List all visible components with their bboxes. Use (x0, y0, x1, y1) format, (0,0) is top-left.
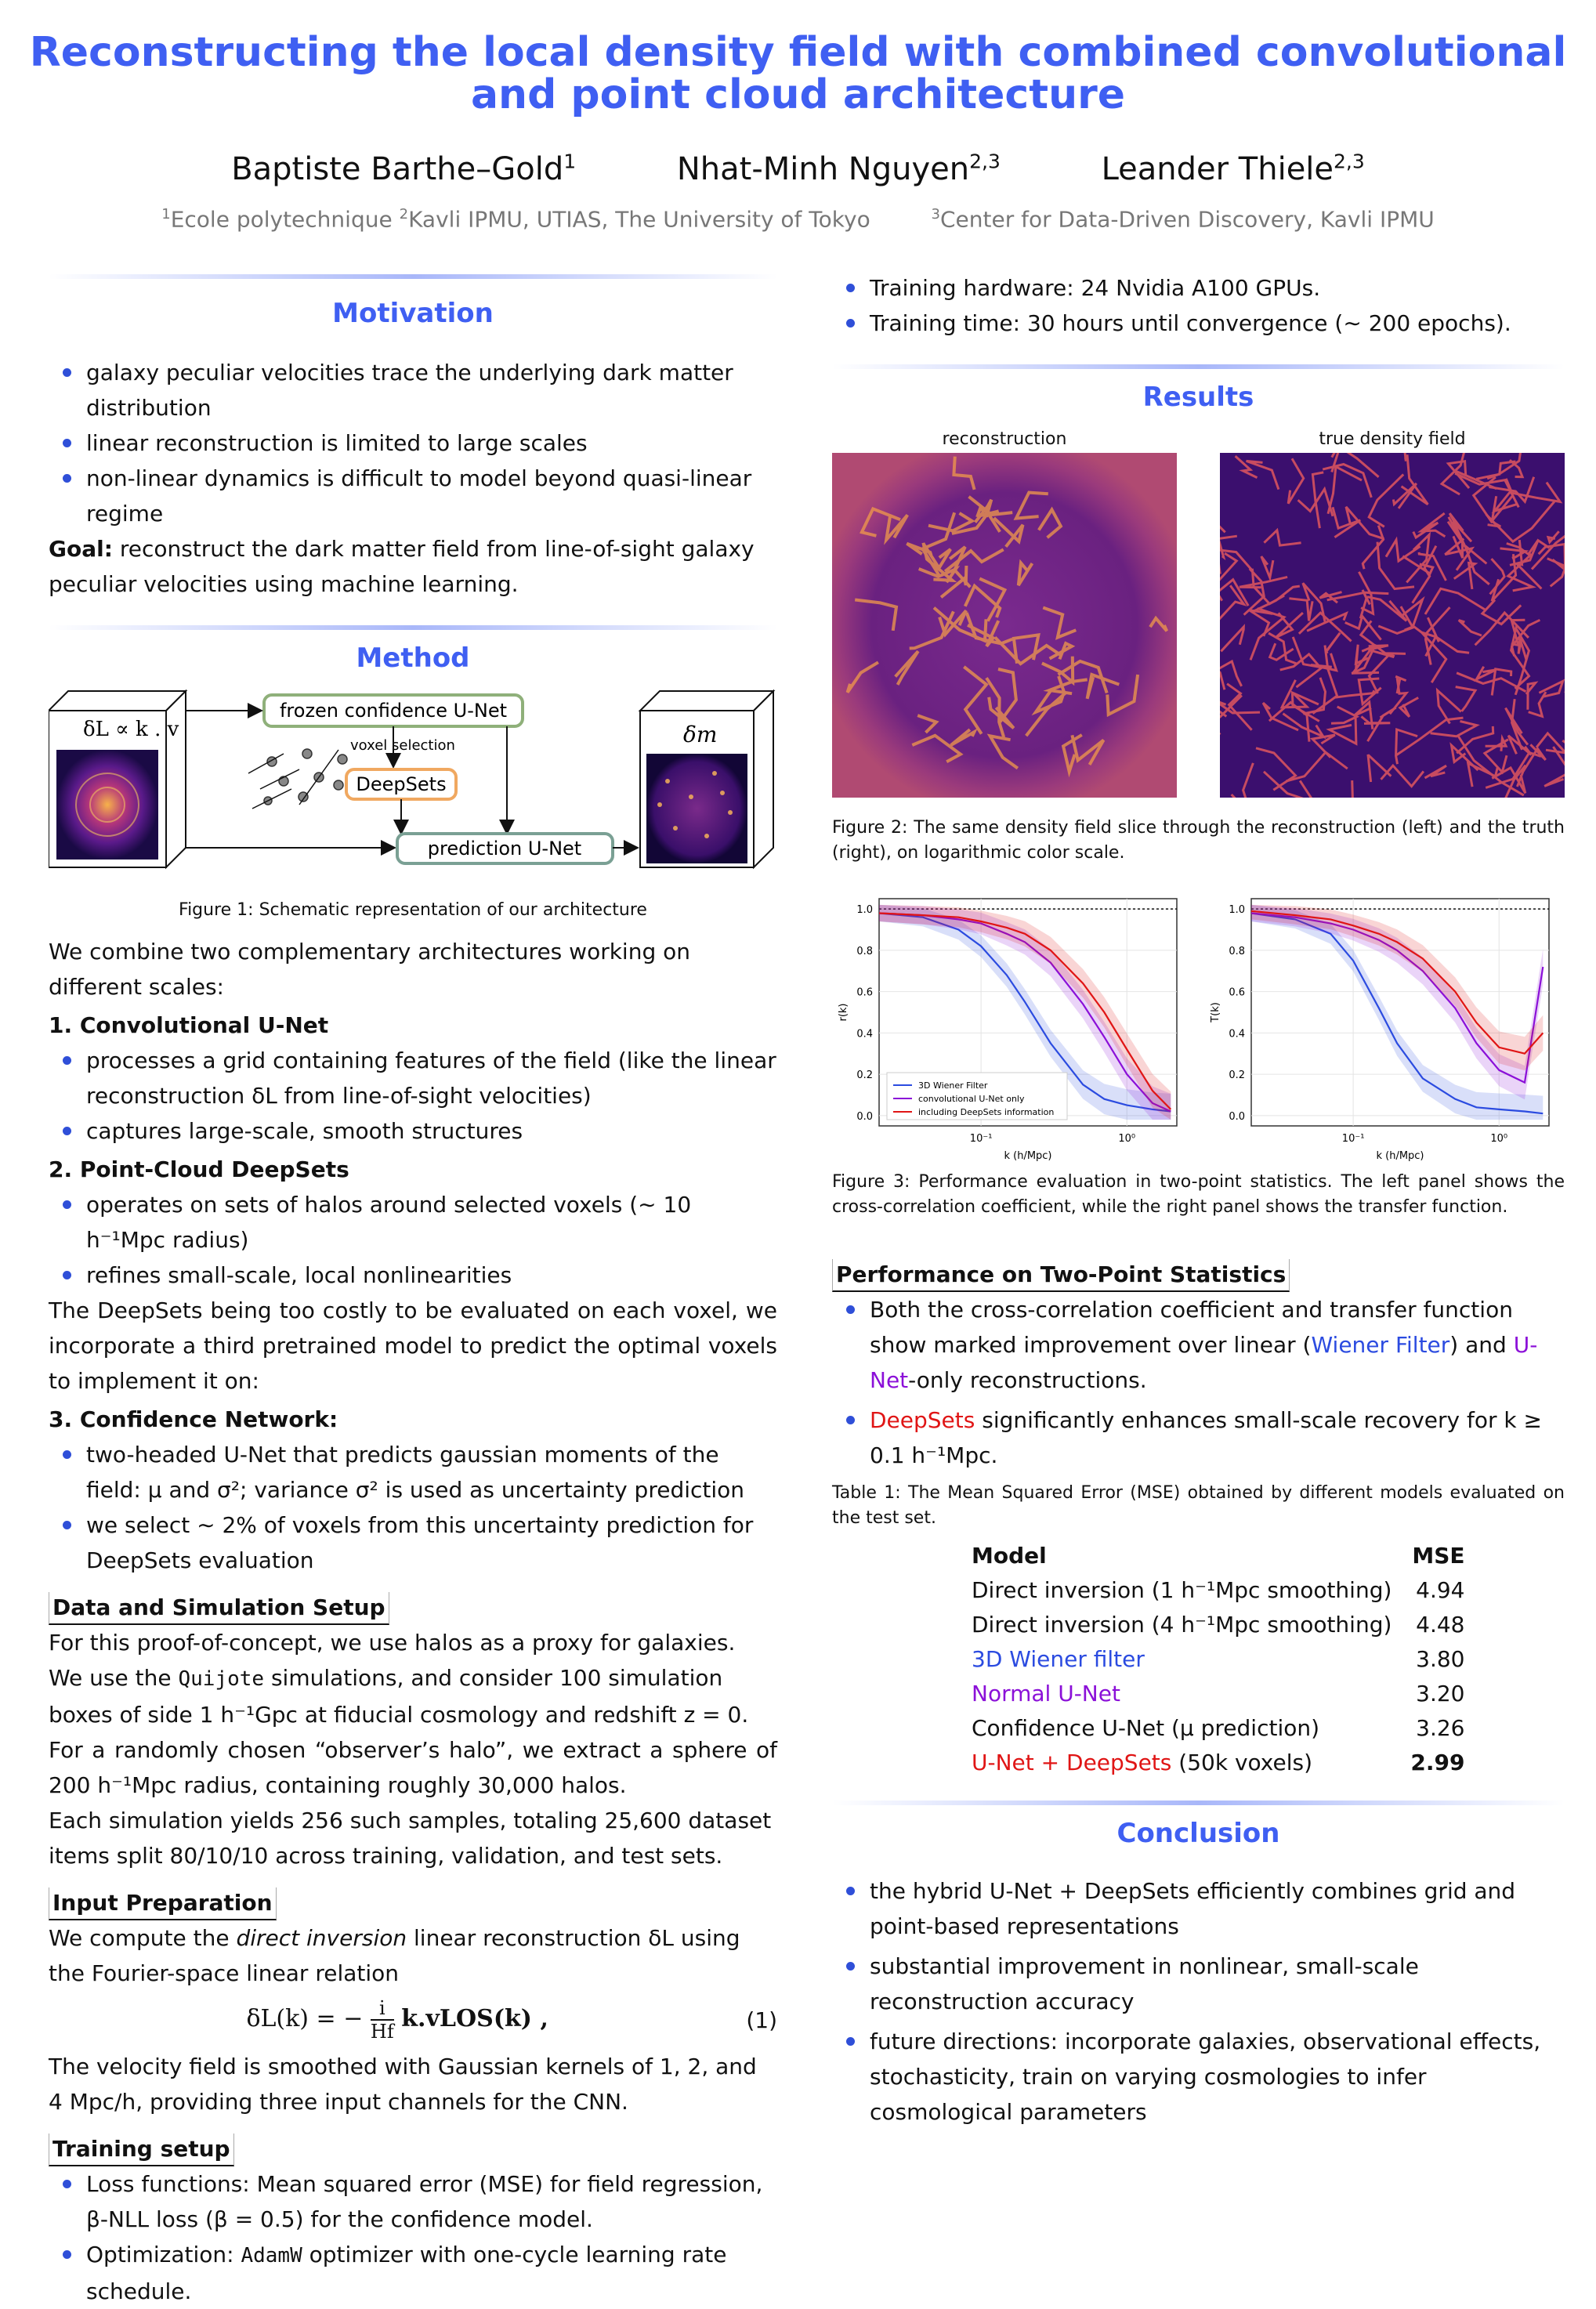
input-p1-start: We compute the (49, 1925, 236, 1951)
perf-b2-end: significantly enhances small-scale recovery for k ≥ 0.1 h⁻¹Mpc. (870, 1407, 1542, 1468)
legend-entry: including DeepSets information (918, 1107, 1054, 1117)
transfer-function-chart (1204, 883, 1565, 1165)
list-item: galaxy peculiar velocities trace the underlying dark matter distribution (86, 355, 777, 425)
equation-body (49, 1997, 746, 2043)
data-p4: Each simulation yields 256 such samples, totaling 25,600 dataset items split 80/10/10 across training, validation, and test sets. (49, 1803, 777, 1873)
reconstruction-panel (832, 426, 1177, 808)
affil-3: Center for Data-Driven Discovery, Kavli IPMU (940, 206, 1435, 232)
author-3 (1102, 151, 1365, 187)
input-field-image (56, 750, 158, 860)
row-mse: 4.48 (1398, 1608, 1471, 1642)
input-p1 (49, 1920, 777, 1991)
affiliations (0, 206, 1596, 232)
row-mse: 3.26 (1398, 1711, 1471, 1746)
y-tick-label: 0.0 (1229, 1111, 1245, 1123)
conclusion-heading: Conclusion (832, 1816, 1565, 1851)
table-row (965, 1677, 1471, 1711)
author-1 (231, 151, 576, 187)
row-model: Direct inversion (4 h⁻¹Mpc smoothing) (965, 1608, 1398, 1642)
output-label: δm (683, 722, 717, 747)
section3-title: 3. Confidence Network: (49, 1402, 777, 1437)
eq-denominator: Hf (371, 2021, 394, 2043)
section-rule (49, 625, 777, 630)
cross-correlation-chart (832, 883, 1192, 1165)
y-axis-label: r(k) (838, 1003, 849, 1021)
eq-lhs: δL(k) = − (246, 2005, 363, 2032)
legend-entry: 3D Wiener Filter (918, 1080, 988, 1091)
eq-numerator: i (371, 1997, 394, 2021)
row-model-highlight: U-Net + DeepSets (972, 1750, 1171, 1775)
y-tick-label: 0.8 (856, 946, 873, 957)
architecture-diagram (49, 687, 777, 883)
perf-b1-mid: ) and (1449, 1332, 1513, 1358)
author-2-name: Nhat-Minh Nguyen (677, 151, 969, 187)
figure3-caption: Figure 3: Performance evaluation in two-point statistics. The left panel shows the cross-correlation coefficient, while the right panel shows the transfer function. (832, 1170, 1565, 1220)
section-rule (49, 274, 777, 279)
conclusion-list (832, 1873, 1565, 2130)
row-mse: 4.94 (1398, 1573, 1471, 1608)
list-item: operates on sets of halos around selected voxels (∼ 10 h⁻¹Mpc radius) (86, 1187, 777, 1258)
frozen-unet-label: frozen confidence U-Net (280, 700, 507, 722)
performance-heading: Performance on Two-Point Statistics (832, 1259, 1290, 1292)
halo-point-sets (248, 749, 347, 809)
input-label: δL ∝ k . v (83, 718, 179, 741)
figure2-caption: Figure 2: The same density field slice through the reconstruction (left) and the truth (right), on logarithmic color scale. (832, 816, 1565, 866)
list-item: Training hardware: 24 Nvidia A100 GPUs. (870, 270, 1565, 306)
deepsets-highlight: DeepSets (870, 1407, 975, 1433)
affil-1: Ecole polytechnique (171, 206, 400, 232)
section2-list (49, 1187, 777, 1293)
x-tick-label: 10⁰ (1490, 1133, 1507, 1145)
results-heading: Results (832, 380, 1565, 415)
unet-highlight: U-Net (870, 1332, 1537, 1393)
data-setup-heading: Data and Simulation Setup (49, 1592, 389, 1625)
list-item: linear reconstruction is limited to large scales (86, 425, 777, 461)
data-p1: For this proof-of-concept, we use halos as a proxy for galaxies. (49, 1625, 777, 1660)
affil-3-sup: 3 (932, 206, 940, 223)
table-row (965, 1711, 1471, 1746)
title-line-1: Reconstructing the local density field with combined convolutional (0, 31, 1596, 74)
quijote-code: Quijote (178, 1667, 264, 1691)
row-model: Normal U-Net (965, 1677, 1398, 1711)
training-hardware-list (832, 270, 1565, 341)
y-tick-label: 0.0 (856, 1111, 873, 1123)
list-item: Loss functions: Mean squared error (MSE) for field regression, β-NLL loss (β = 0.5) for the confidence model. (86, 2166, 777, 2237)
y-axis-label: T(k) (1210, 1002, 1221, 1023)
perf-b1-end: -only reconstructions. (908, 1367, 1147, 1393)
section1-list (49, 1043, 777, 1149)
list-item: non-linear dynamics is difficult to model beyond quasi-linear regime (86, 461, 777, 531)
goal-text: reconstruct the dark matter field from line-of-sight galaxy peculiar velocities using machine learning. (49, 536, 755, 597)
wiener-highlight: Wiener Filter (1311, 1332, 1449, 1358)
x-tick-label: 10⁻¹ (970, 1133, 993, 1145)
list-item: processes a grid containing features of the field (like the linear reconstruction δL from line-of-sight velocities) (86, 1043, 777, 1113)
equation-number: (1) (746, 2003, 777, 2038)
method-heading: Method (49, 641, 777, 676)
left-column (49, 266, 777, 2309)
author-1-sup: 1 (563, 150, 576, 173)
direct-inversion-em: direct inversion (236, 1925, 407, 1951)
row-model: Confidence U-Net (μ prediction) (965, 1711, 1398, 1746)
method-intro: We combine two complementary architectures working on different scales: (49, 934, 777, 1004)
table-row (965, 1608, 1471, 1642)
author-2-sup: 2,3 (969, 150, 1001, 173)
y-tick-label: 0.6 (856, 987, 873, 999)
mse-table (965, 1539, 1471, 1780)
list-item (870, 1292, 1565, 1398)
row-model: Direct inversion (1 h⁻¹Mpc smoothing) (965, 1573, 1398, 1608)
list-item: substantial improvement in nonlinear, small-scale reconstruction accuracy (870, 1949, 1565, 2019)
training-b2-end: optimizer with one-cycle learning rate schedule. (86, 2242, 726, 2304)
list-item: future directions: incorporate galaxies, observational effects, stochasticity, train on varying cosmologies to infer cosmological parameters (870, 2024, 1565, 2130)
truth-image (1220, 453, 1565, 798)
title-line-2: and point cloud architecture (0, 74, 1596, 116)
goal-paragraph (49, 531, 777, 602)
table-row (965, 1746, 1471, 1780)
list-item: refines small-scale, local nonlinearities (86, 1258, 777, 1293)
x-tick-label: 10⁻¹ (1342, 1133, 1365, 1145)
affil-2: Kavli IPMU, UTIAS, The University of Tokyo (408, 206, 870, 232)
section1-title: 1. Convolutional U-Net (49, 1008, 777, 1043)
reconstruction-label: reconstruction (832, 426, 1177, 453)
author-list (0, 150, 1596, 187)
list-item: captures large-scale, smooth structures (86, 1113, 777, 1149)
list-item: two-headed U-Net that predicts gaussian moments of the field: μ and σ²; variance σ² is used as uncertainty prediction (86, 1437, 777, 1507)
training-heading: Training setup (49, 2133, 234, 2166)
input-prep-heading: Input Preparation (49, 1887, 277, 1920)
density-images (832, 426, 1565, 808)
legend-entry: convolutional U-Net only (918, 1094, 1025, 1104)
y-tick-label: 0.8 (1229, 946, 1245, 957)
eq-rhs: k.vLOS(k) , (401, 2005, 548, 2032)
x-axis-label: k (h/Mpc) (1004, 1150, 1051, 1162)
row-model (965, 1746, 1398, 1780)
list-item: we select ∼ 2% of voxels from this uncertainty prediction for DeepSets evaluation (86, 1507, 777, 1578)
reconstruction-image (832, 453, 1177, 798)
truth-label: true density field (1220, 426, 1565, 453)
row-model-suffix: (50k voxels) (1171, 1750, 1312, 1775)
data-p2 (49, 1660, 777, 1732)
table-row (965, 1642, 1471, 1677)
y-tick-label: 0.4 (1229, 1028, 1245, 1040)
table-row (965, 1573, 1471, 1608)
eq-fraction (371, 1997, 394, 2043)
list-item: the hybrid U-Net + DeepSets efficiently combines grid and point-based representations (870, 1873, 1565, 1944)
list-item (86, 2237, 777, 2309)
training-b2-start: Optimization: (86, 2242, 241, 2267)
motivation-heading: Motivation (49, 296, 777, 331)
equation-1 (49, 1997, 777, 2043)
data-p3: For a randomly chosen “observer’s halo”, we extract a sphere of 200 h⁻¹Mpc radius, containing roughly 30,000 halos. (49, 1732, 777, 1803)
y-tick-label: 0.6 (1229, 987, 1245, 999)
output-field-image (646, 754, 747, 863)
prediction-unet-label: prediction U-Net (428, 838, 581, 860)
section2-title: 2. Point-Cloud DeepSets (49, 1152, 777, 1187)
table1-caption: Table 1: The Mean Squared Error (MSE) obtained by different models evaluated on the test set. (832, 1481, 1565, 1531)
poster-title (0, 31, 1596, 116)
row-model: 3D Wiener filter (965, 1642, 1398, 1677)
deepsets-paragraph: The DeepSets being too costly to be evaluated on each voxel, we incorporate a third pretrained model to predict the optimal voxels to implement it on: (49, 1293, 777, 1399)
data-p2-end: simulations, and consider 100 simulation boxes of side 1 h⁻¹Gpc at fiducial cosmology and redshift z = 0. (49, 1665, 748, 1728)
list-item: Training time: 30 hours until convergence (∼ 200 epochs). (870, 306, 1565, 341)
data-p2-start: We use the (49, 1665, 178, 1691)
input-p2: The velocity field is smoothed with Gaussian kernels of 1, 2, and 4 Mpc/h, providing three input channels for the CNN. (49, 2049, 777, 2119)
y-tick-label: 1.0 (856, 904, 873, 916)
section3-list (49, 1437, 777, 1578)
author-3-name: Leander Thiele (1102, 151, 1334, 187)
truth-panel (1220, 426, 1565, 808)
deepsets-label: DeepSets (356, 773, 446, 795)
output-cube (640, 691, 773, 867)
right-column (832, 270, 1565, 2130)
author-2 (677, 151, 1001, 187)
motivation-list (49, 355, 777, 531)
row-mse: 3.80 (1398, 1642, 1471, 1677)
section-rule (832, 1801, 1565, 1805)
author-3-sup: 2,3 (1334, 150, 1365, 173)
performance-list (832, 1292, 1565, 1473)
input-p1-end: linear reconstruction δL using the Fourier-space linear relation (49, 1925, 740, 1986)
header-model: Model (965, 1539, 1398, 1573)
two-point-charts (832, 883, 1565, 1165)
x-axis-label: k (h/Mpc) (1376, 1150, 1424, 1162)
goal-label: Goal: (49, 536, 113, 562)
table-header (965, 1539, 1471, 1573)
training-list (49, 2166, 777, 2309)
y-tick-label: 0.2 (856, 1069, 873, 1081)
y-tick-label: 0.4 (856, 1028, 873, 1040)
header-mse: MSE (1398, 1539, 1471, 1573)
figure1-caption: Figure 1: Schematic representation of our architecture (49, 898, 777, 923)
y-tick-label: 0.2 (1229, 1069, 1245, 1081)
affil-2-sup: 2 (400, 206, 408, 223)
affil-1-sup: 1 (161, 206, 170, 223)
row-mse: 3.20 (1398, 1677, 1471, 1711)
perf-b1-start: Both the cross-correlation coefficient and transfer function show marked improvement over linear ( (870, 1297, 1513, 1358)
row-mse-best: 2.99 (1398, 1746, 1471, 1780)
voxel-selection-label: voxel selection (350, 737, 455, 754)
list-item (870, 1402, 1565, 1473)
adamw-code: AdamW (241, 2244, 302, 2267)
section-rule (832, 364, 1565, 369)
x-tick-label: 10⁰ (1118, 1133, 1135, 1145)
author-1-name: Baptiste Barthe–Gold (231, 151, 563, 187)
y-tick-label: 1.0 (1229, 904, 1245, 916)
